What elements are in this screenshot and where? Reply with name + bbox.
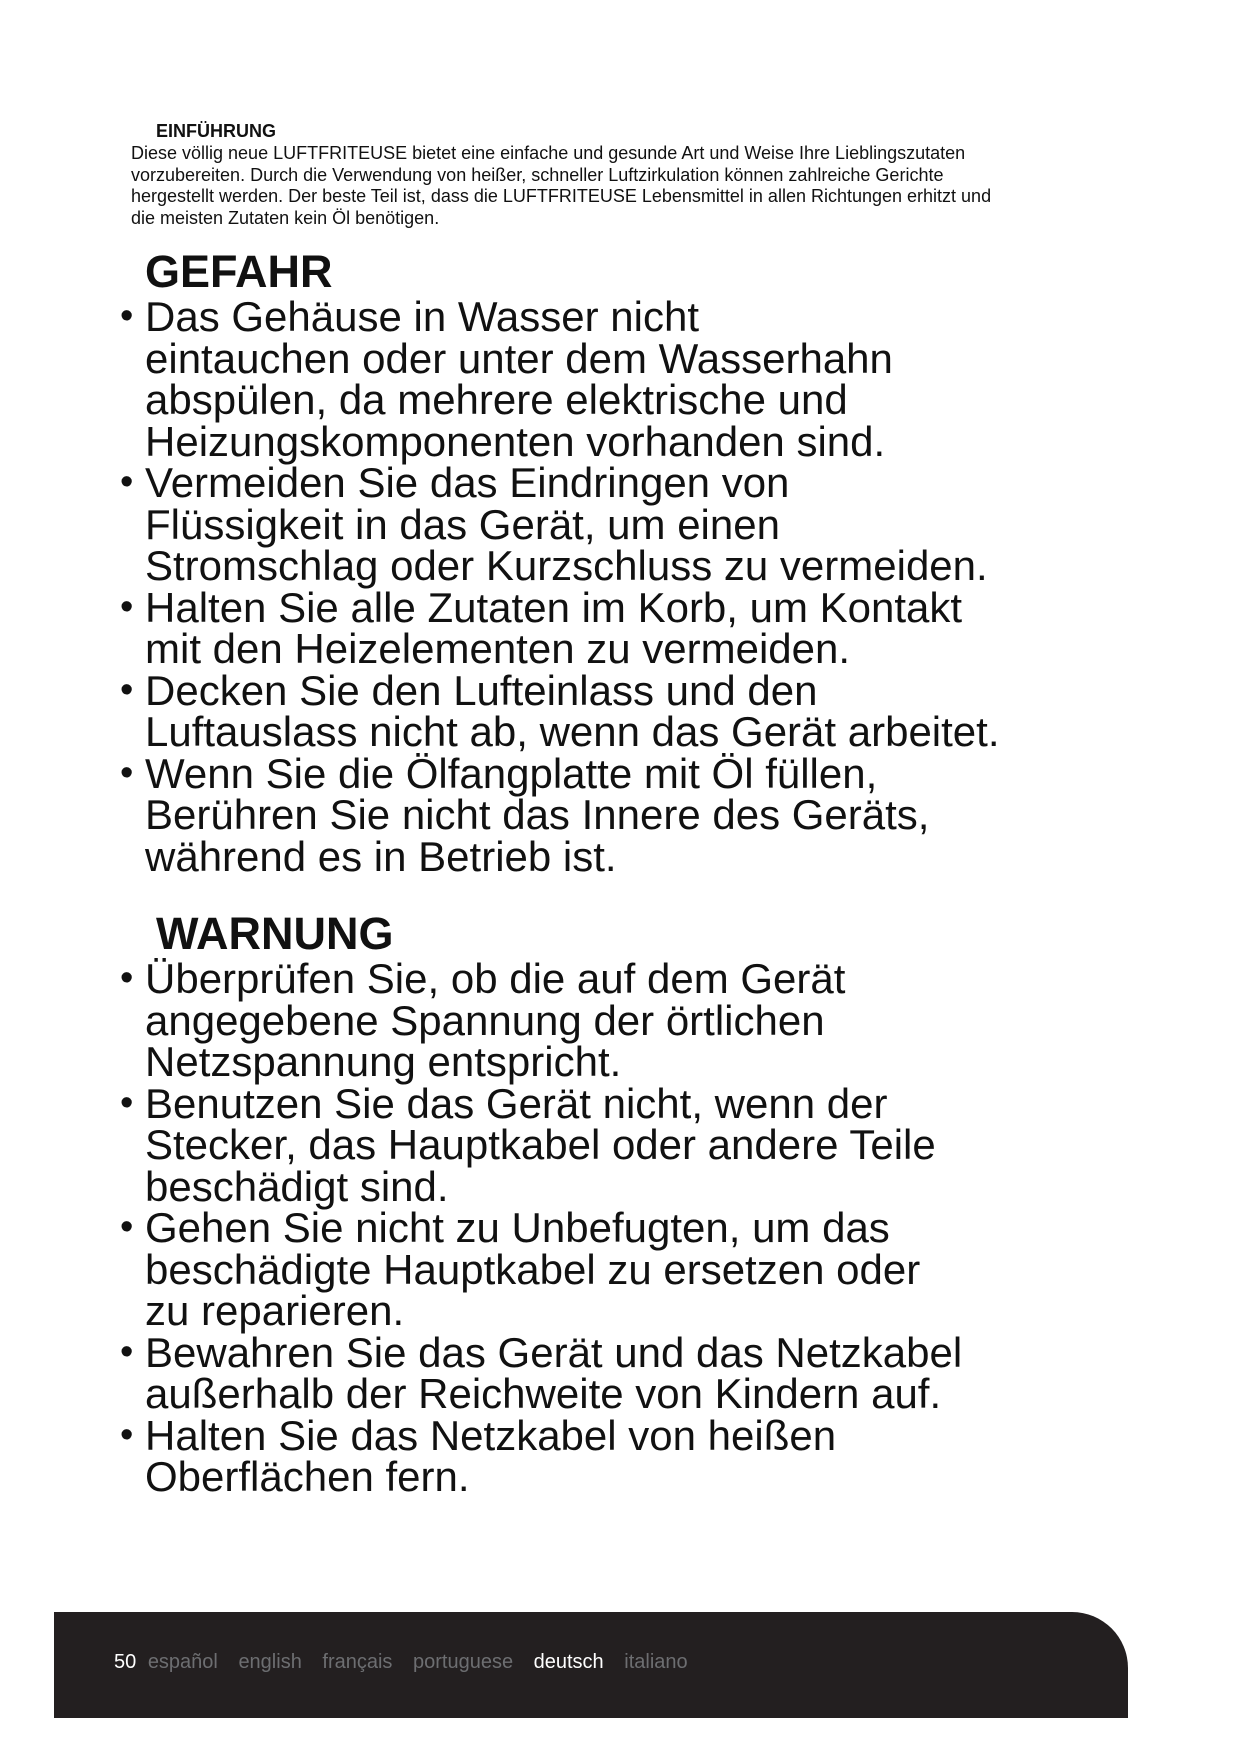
danger-item xyxy=(120,293,1120,465)
bullet-icon: • xyxy=(120,1081,134,1124)
bullet-icon: • xyxy=(120,295,134,337)
warning-item xyxy=(120,1411,1120,1500)
language-link-espanol[interactable]: español xyxy=(147,1651,218,1673)
warning-list xyxy=(120,955,1120,1500)
danger-list xyxy=(120,293,1120,880)
intro-text: Diese völlig neue LUFTFRITEUSE bietet eine einfache und gesunde Art und Weise Ihre Lieblingszutaten vorzubereiten. Durch die Verwendung von heißer, schneller Luftzirkulation können zahlreiche Gerichte hergestellt werden. Der beste Teil ist, dass die LUFTFRITEUSE Lebensmittel in allen Richtungen erhitzt und die meisten Zutaten kein Öl benötigen. xyxy=(131,143,992,228)
page-number: 50 xyxy=(114,1651,137,1673)
warning-item xyxy=(120,955,1120,1085)
language-link-english[interactable]: english xyxy=(238,1651,302,1673)
warning-item-text: Bewahren Sie das Gerät und das Netzkabel außerhalb der Reichweite von Kindern auf. xyxy=(145,1328,963,1417)
danger-heading: GEFAHR xyxy=(145,246,333,297)
danger-item-text: Halten Sie alle Zutaten im Korb, um Kontakt mit den Heizelementen zu vermeiden. xyxy=(145,583,963,672)
warning-item-text: Benutzen Sie das Gerät nicht, wenn der Stecker, das Hauptkabel oder andere Teile beschädigt sind. xyxy=(145,1079,936,1210)
language-link-italiano[interactable]: italiano xyxy=(624,1651,688,1673)
danger-item-text: Decken Sie den Lufteinlass und den Luftauslass nicht ab, wenn das Gerät arbeitet. xyxy=(145,666,1000,755)
intro-section xyxy=(131,121,1031,229)
language-link-francais[interactable]: français xyxy=(322,1651,393,1673)
danger-item xyxy=(120,666,1120,755)
bullet-icon: • xyxy=(120,585,134,628)
intro-heading: EINFÜHRUNG xyxy=(156,121,276,141)
bullet-icon: • xyxy=(120,668,134,711)
bullet-icon: • xyxy=(120,1413,134,1456)
danger-item xyxy=(120,749,1120,880)
warning-section xyxy=(120,910,1120,1498)
danger-item-text: Das Gehäuse in Wasser nicht eintauchen oder unter dem Wasserhahn abspülen, da mehrere elektrische und Heizungskomponenten vorhanden sind. xyxy=(145,293,893,465)
danger-item xyxy=(120,583,1120,672)
warning-item xyxy=(120,1328,1120,1417)
warning-item xyxy=(120,1079,1120,1210)
bullet-icon: • xyxy=(120,957,134,999)
language-link-deutsch[interactable]: deutsch xyxy=(533,1651,604,1673)
bullet-icon: • xyxy=(120,461,134,503)
danger-item-text: Wenn Sie die Ölfangplatte mit Öl füllen, Berühren Sie nicht das Innere des Geräts, während es in Betrieb ist. xyxy=(145,749,930,880)
bullet-icon: • xyxy=(120,1206,134,1248)
language-link-portuguese[interactable]: portuguese xyxy=(412,1651,514,1673)
warning-heading: WARNUNG xyxy=(156,908,394,959)
bullet-icon: • xyxy=(120,751,134,794)
warning-item xyxy=(120,1204,1120,1334)
bullet-icon: • xyxy=(120,1330,134,1373)
warning-item-text: Überprüfen Sie, ob die auf dem Gerät angegebene Spannung der örtlichen Netzspannung entspricht. xyxy=(145,955,846,1085)
danger-section xyxy=(120,246,1120,880)
footer-bar xyxy=(54,1612,1128,1718)
warning-item-text: Halten Sie das Netzkabel von heißen Oberflächen fern. xyxy=(145,1411,837,1500)
danger-item xyxy=(120,459,1120,589)
language-nav xyxy=(114,1650,703,1674)
danger-item-text: Vermeiden Sie das Eindringen von Flüssigkeit in das Gerät, um einen Stromschlag oder Kurzschluss zu vermeiden. xyxy=(145,459,988,589)
warning-item-text: Gehen Sie nicht zu Unbefugten, um das beschädigte Hauptkabel zu ersetzen oder zu reparieren. xyxy=(145,1204,921,1334)
